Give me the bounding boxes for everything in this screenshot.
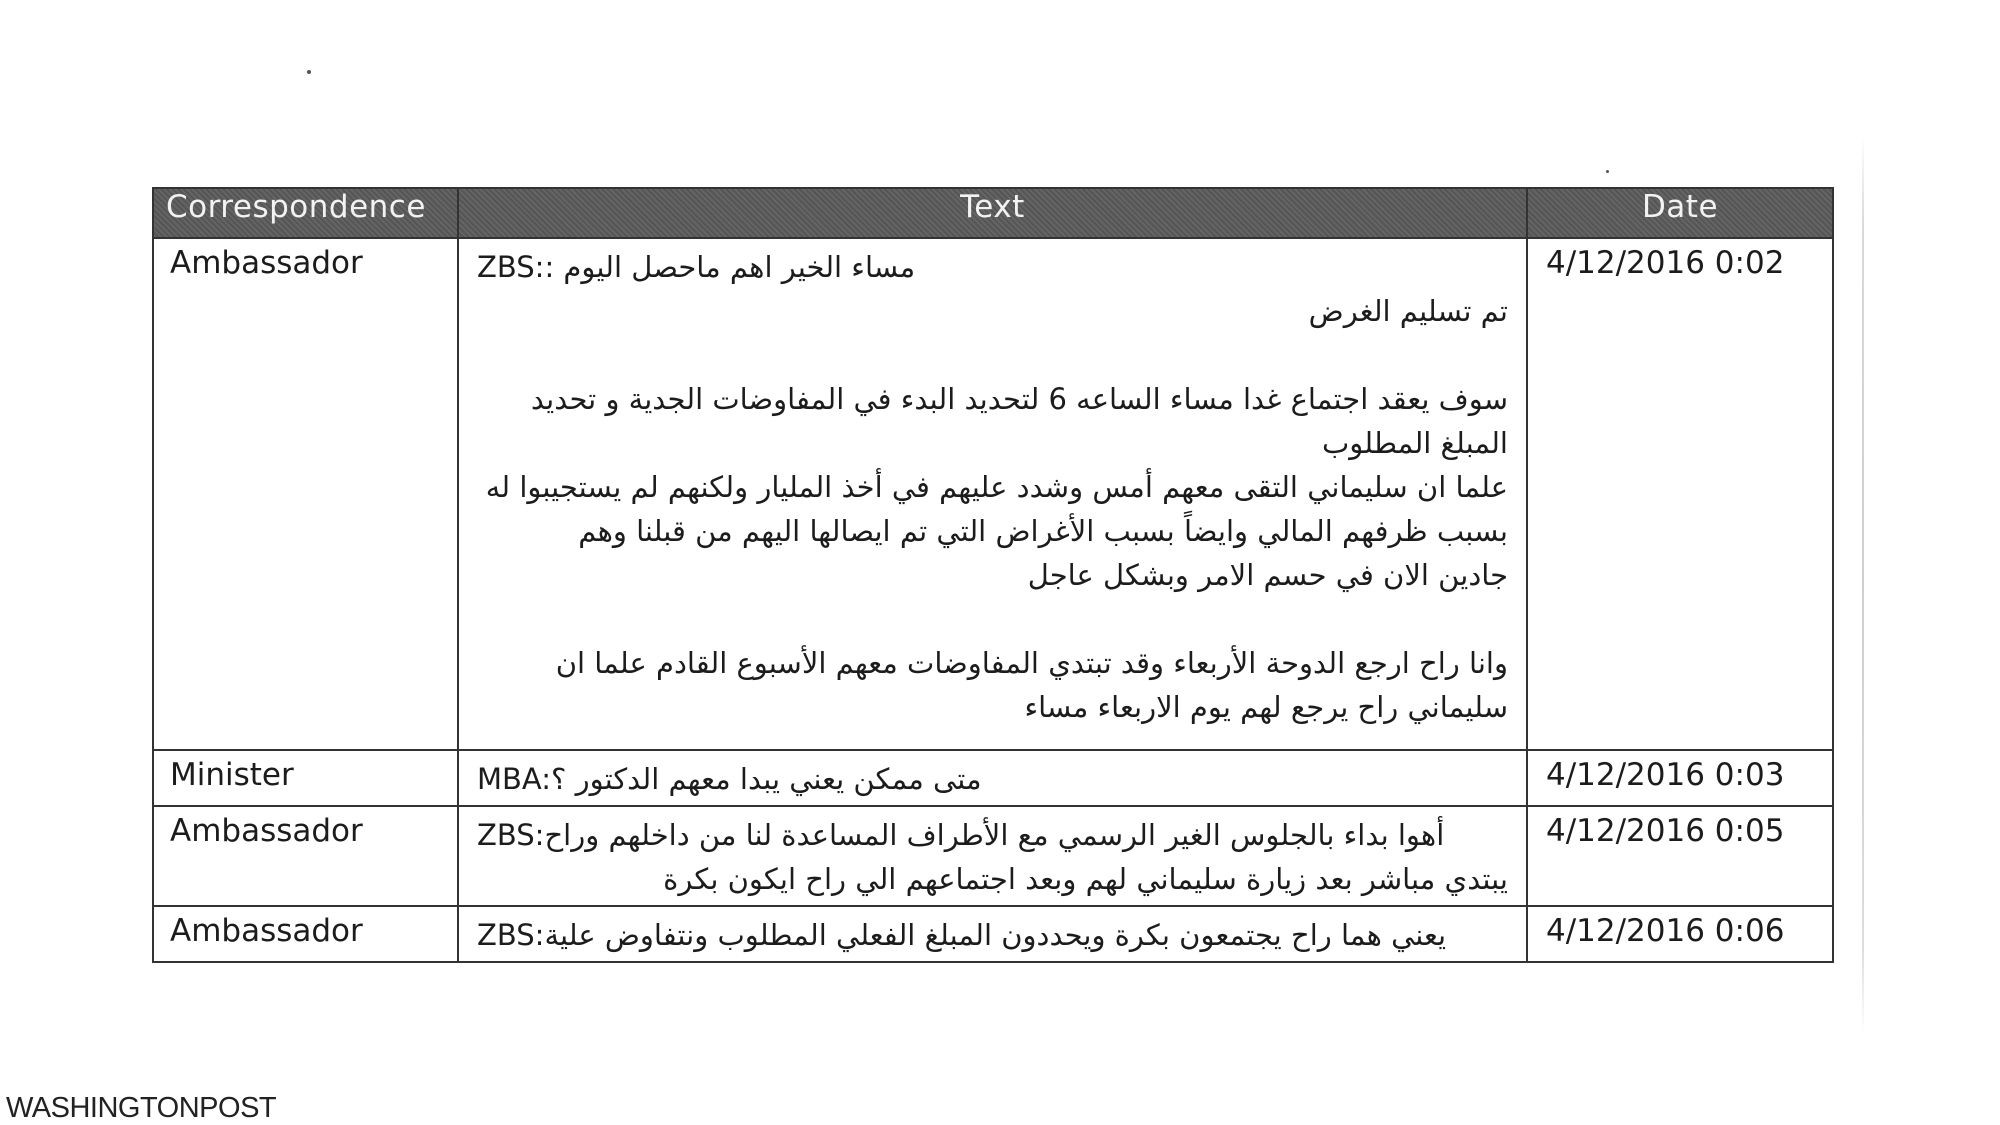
message-arabic: يعني هما راح يجتمعون بكرة ويحددون المبلغ الفعلي المطلوب ونتفاوض علية: [544, 918, 1447, 952]
message-cell: [458, 906, 1527, 962]
message-line: سوف يعقد اجتماع غدا مساء الساعه 6 لتحديد البدء في المفاوضات الجدية و تحديد: [530, 382, 1508, 416]
watermark: WASHINGTONPOST: [6, 1092, 277, 1124]
table-row: [153, 906, 1833, 962]
header-date: Date: [1527, 188, 1833, 238]
table-row: [153, 238, 1833, 750]
message-blank-line: [477, 597, 1508, 641]
message-line: تم تسليم الغرض: [1308, 294, 1508, 328]
sender-tag: ZBS:: [477, 250, 545, 284]
correspondent-cell: Ambassador: [153, 238, 458, 750]
scan-speck: [1606, 170, 1609, 173]
message-line: سليماني راح يرجع لهم يوم الاربعاء مساء: [1024, 690, 1508, 724]
message-cell: [458, 238, 1527, 750]
message-first-line: [477, 913, 1508, 957]
message-first-line: [477, 245, 1508, 289]
sender-tag: ZBS:: [477, 918, 545, 952]
table-row: [153, 806, 1833, 906]
header-text: Text: [458, 188, 1527, 238]
message-line: وانا راح ارجع الدوحة الأربعاء وقد تبتدي المفاوضات معهم الأسبوع القادم علما ان: [555, 646, 1508, 680]
scan-speck: [307, 70, 311, 74]
message-cell: [458, 806, 1527, 906]
date-cell: 4/12/2016 0:03: [1527, 750, 1833, 806]
date-cell: 4/12/2016 0:02: [1527, 238, 1833, 750]
message-line: علما ان سليماني التقى معهم أمس وشدد عليهم في أخذ المليار ولكنهم لم يستجيبوا له: [485, 470, 1508, 504]
scan-edge-line: [1862, 135, 1864, 1035]
correspondence-table: [152, 187, 1834, 963]
message-cell: [458, 750, 1527, 806]
correspondent-cell: Ambassador: [153, 806, 458, 906]
date-cell: 4/12/2016 0:06: [1527, 906, 1833, 962]
header-correspondence: Correspondence: [153, 188, 458, 238]
message-arabic: متى ممكن يعني يبدا معهم الدكتور ؟: [551, 762, 982, 796]
table-row: [153, 750, 1833, 806]
table-header-row: [153, 188, 1833, 238]
message-arabic: مساء الخير اهم ماحصل اليوم :: [544, 250, 916, 284]
message-line: المبلغ المطلوب: [1322, 426, 1508, 460]
correspondent-cell: Ambassador: [153, 906, 458, 962]
date-cell: 4/12/2016 0:05: [1527, 806, 1833, 906]
message-first-line: [477, 813, 1508, 857]
correspondent-cell: Minister: [153, 750, 458, 806]
message-line: جادين الان في حسم الامر وبشكل عاجل: [1027, 558, 1508, 592]
sender-tag: ZBS:: [477, 818, 545, 852]
sender-tag: MBA:: [477, 762, 552, 796]
message-blank-line: [477, 333, 1508, 377]
message-first-line: [477, 757, 1508, 801]
message-arabic: أهوا بداء بالجلوس الغير الرسمي مع الأطراف المساعدة لنا من داخلهم وراح: [544, 818, 1445, 852]
message-line: يبتدي مباشر بعد زيارة سليماني لهم وبعد اجتماعهم الي راح ايكون بكرة: [663, 862, 1508, 896]
message-line: بسبب ظرفهم المالي وايضاً بسبب الأغراض التي تم ايصالها اليهم من قبلنا وهم: [578, 514, 1508, 548]
